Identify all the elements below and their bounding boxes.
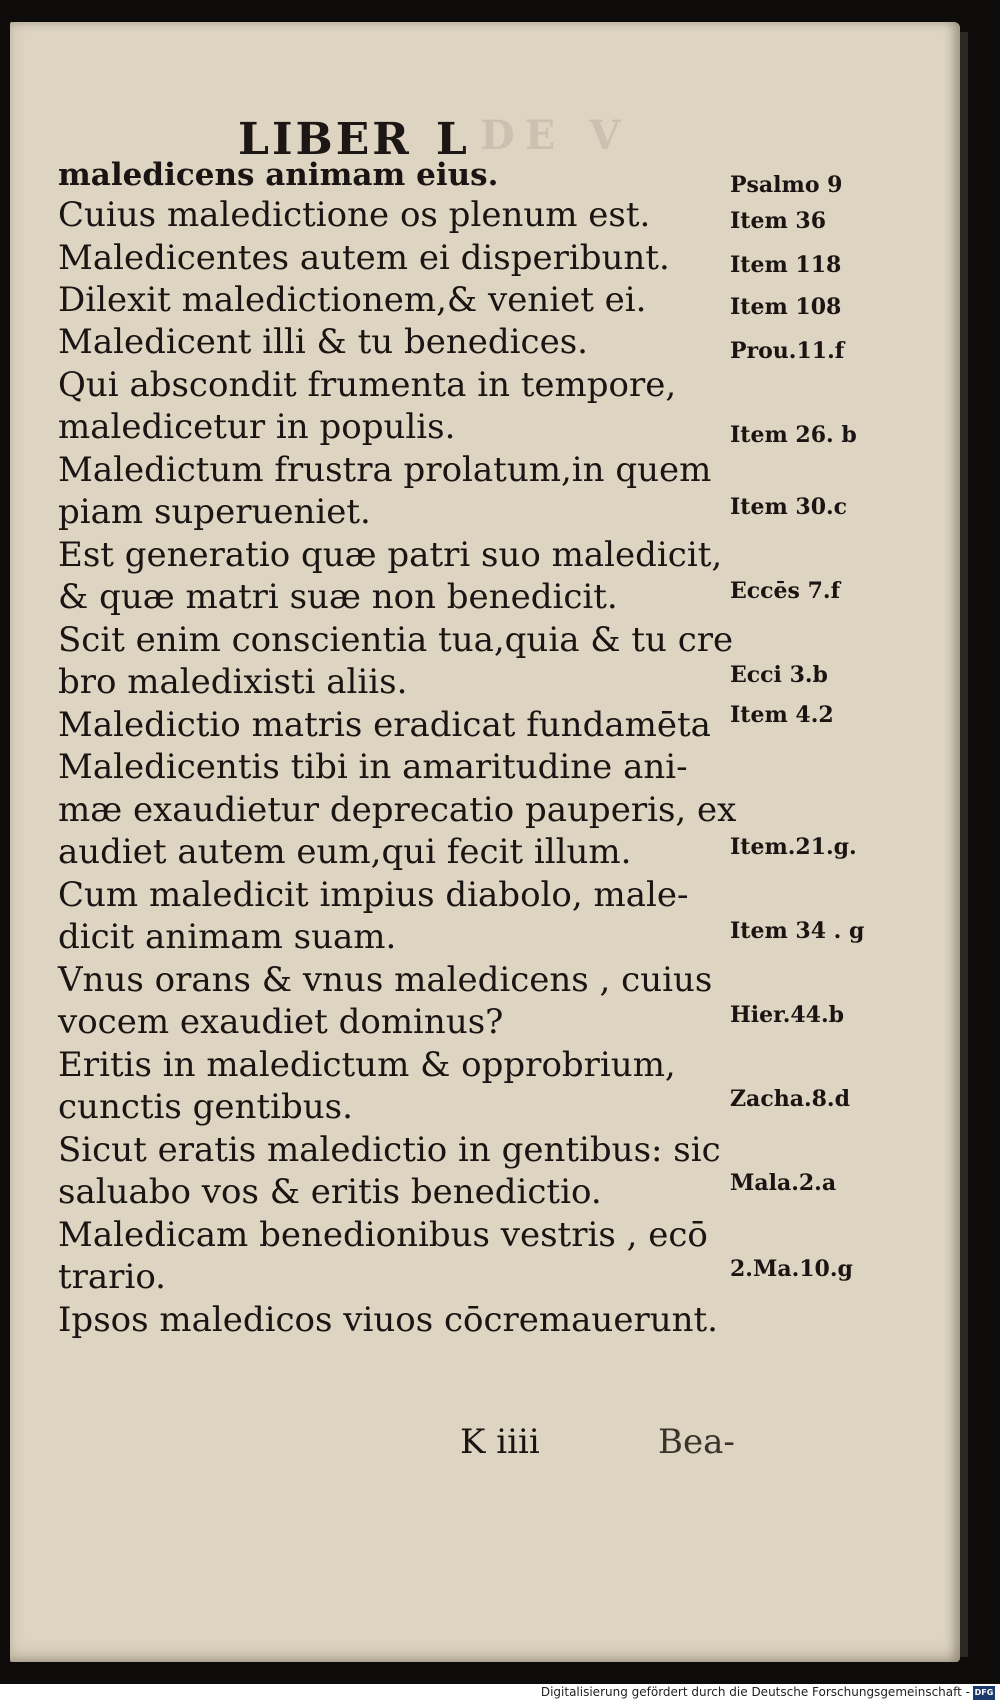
text-line: trario. bbox=[58, 1257, 166, 1297]
text-line: Maledicentes autem ei disperibunt. bbox=[58, 238, 670, 278]
header-title: LIBER bbox=[238, 114, 412, 165]
text-line: Sicut eratis maledictio in gentibus: sic bbox=[58, 1130, 721, 1170]
book-page bbox=[10, 22, 960, 1662]
text-line: maledicens animam eius. bbox=[58, 157, 499, 193]
margin-note: Eccēs 7.f bbox=[730, 578, 841, 604]
text-line: Vnus orans & vnus maledicens , cuius bbox=[58, 960, 713, 1000]
text-line: bro maledixisti aliis. bbox=[58, 662, 408, 702]
text-line: Maledicentis tibi in amaritudine ani- bbox=[58, 747, 688, 787]
margin-note: Item 4.2 bbox=[730, 702, 834, 728]
text-line: audiet autem eum,qui fecit illum. bbox=[58, 832, 632, 872]
margin-note: Item 30.c bbox=[730, 494, 848, 520]
margin-note: Zacha.8.d bbox=[730, 1086, 850, 1112]
margin-note: Hier.44.b bbox=[730, 1002, 845, 1028]
text-line: Maledicent illi & tu benedices. bbox=[58, 322, 588, 362]
text-line: Eritis in maledictum & opprobrium, bbox=[58, 1045, 676, 1085]
bleed-through-text: DE V bbox=[480, 112, 631, 159]
text-line: mæ exaudietur deprecatio pauperis, ex bbox=[58, 790, 737, 830]
text-line: vocem exaudiet dominus? bbox=[58, 1002, 504, 1042]
margin-note: Item 34 . g bbox=[730, 918, 865, 944]
text-line: Maledictio matris eradicat fundamēta bbox=[58, 705, 711, 745]
text-line: saluabo vos & eritis benedictio. bbox=[58, 1172, 602, 1212]
dfg-logo: DFG bbox=[973, 1686, 995, 1700]
text-line: maledicetur in populis. bbox=[58, 407, 456, 447]
text-line: & quæ matri suæ non benedicit. bbox=[58, 577, 618, 617]
text-line: Scit enim conscientia tua,quia & tu cre bbox=[58, 620, 734, 660]
margin-note: 2.Ma.10.g bbox=[730, 1256, 853, 1282]
text-line: Maledicam benedionibus vestris , ecō bbox=[58, 1215, 708, 1255]
margin-note: Prou.11.f bbox=[730, 338, 845, 364]
margin-note: Item 118 bbox=[730, 252, 842, 278]
text-line: Est generatio quæ patri suo maledicit, bbox=[58, 535, 723, 575]
margin-note: Item 26. b bbox=[730, 422, 857, 448]
digitization-footer bbox=[0, 1684, 1000, 1703]
margin-note: Psalmo 9 bbox=[730, 172, 843, 198]
signature-mark: K iiii bbox=[460, 1422, 540, 1462]
text-line: piam superueniet. bbox=[58, 492, 371, 532]
margin-note: Item 108 bbox=[730, 294, 842, 320]
footer-credit: Digitalisierung gefördert durch die Deutsche Forschungsgemeinschaft - bbox=[540, 1685, 970, 1699]
margin-note: Ecci 3.b bbox=[730, 662, 828, 688]
text-line: cunctis gentibus. bbox=[58, 1087, 353, 1127]
text-line: Qui abscondit frumenta in tempore, bbox=[58, 365, 677, 405]
margin-note: Item.21.g. bbox=[730, 834, 857, 860]
text-line: Ipsos maledicos viuos cōcremauerunt. bbox=[58, 1300, 718, 1340]
catchword: Bea- bbox=[658, 1422, 735, 1462]
text-line: Cuius maledictione os plenum est. bbox=[58, 195, 651, 235]
text-line: Maledictum frustra prolatum,in quem bbox=[58, 450, 712, 490]
margin-note: Item 36 bbox=[730, 208, 827, 234]
text-line: dicit animam suam. bbox=[58, 917, 397, 957]
header-folio: L bbox=[435, 114, 470, 165]
text-line: Dilexit maledictionem,& veniet ei. bbox=[58, 280, 647, 320]
margin-note: Mala.2.a bbox=[730, 1170, 837, 1196]
text-line: Cum maledicit impius diabolo, male- bbox=[58, 875, 689, 915]
